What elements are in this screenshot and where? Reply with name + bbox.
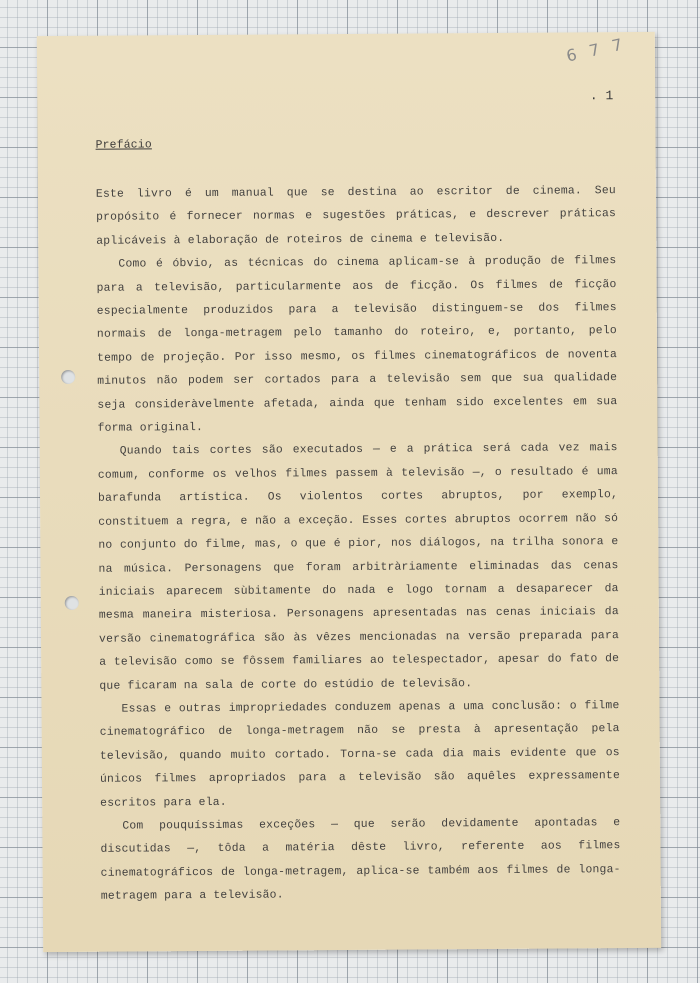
page-title: Prefácio xyxy=(95,139,152,152)
punch-hole xyxy=(61,370,75,384)
page-number: . 1 xyxy=(589,88,614,104)
typewritten-page xyxy=(37,32,661,952)
pencil-annotation: 6 7 7 xyxy=(564,33,629,66)
paragraph: Este livro é um manual que se destina ao escritor de cinema. Seu propósito é fornecer normas e sugestões práticas, e descrever práticas aplicáveis à elaboração de roteiros de cinema e televisão. xyxy=(95,185,617,248)
paragraph: Quando tais cortes são executados — e a prática será cada vez mais comum, conforme os velhos filmes passem à televisão —, o resultado é uma barafunda artística. Os violentos cortes abruptos, por exemplo, constituem a regra, e não a exceção. Esses cortes abruptos ocorrem não só no conjunto do filme, mas, o que é pior, nos diálogos, na trilha sonora e na música. Personagens que foram arbitràriamente eliminadas das cenas iniciais aparecem sùbitamente do nada e logo tornam a desaparecer da mesma maneira misteriosa. Personagens apresentadas nas cenas iniciais da versão cinematográfica são às vêzes mencionadas na versão preparada para a televisão como se fôssem familiares ao telespectador, apesar do fato de que ficaram na sala de corte do estúdio de televisão. xyxy=(97,442,620,693)
document-body xyxy=(96,136,621,909)
paragraph: Como é óbvio, as técnicas do cinema aplicam-se à produção de filmes para a televisão, particularmente aos de ficção. Os filmes de ficção especialmente produzidos para a televisão distinguem-se dos filmes normais de longa-metragem pelo tamanho do roteiro, e, portanto, pelo tempo de projeção. Por isso mesmo, os filmes cinematográficos de noventa minutos não podem ser cortados para a televisão sem que sua qualidade seja consideràvelmente afetada, ainda que tenham sido excelentes em sua forma original. xyxy=(96,255,618,435)
paragraph: Com pouquíssimas exceções — que serão devidamente apontadas e discutidas —, tôda a matéria dêste livro, referente aos filmes cinematográficos de longa-metragem, aplica-se também aos filmes de longa-metragem para a televisão. xyxy=(100,817,621,903)
punch-hole xyxy=(65,596,79,610)
paragraph: Essas e outras impropriedades conduzem apenas a uma conclusão: o filme cinematográfico de longa-metragem não se presta à apresentação pela televisão, quando muito cortado. Torna-se cada dia mais evidente que os únicos filmes apropriados para a televisão são aquêles expressamente escritos para ela. xyxy=(99,700,621,810)
